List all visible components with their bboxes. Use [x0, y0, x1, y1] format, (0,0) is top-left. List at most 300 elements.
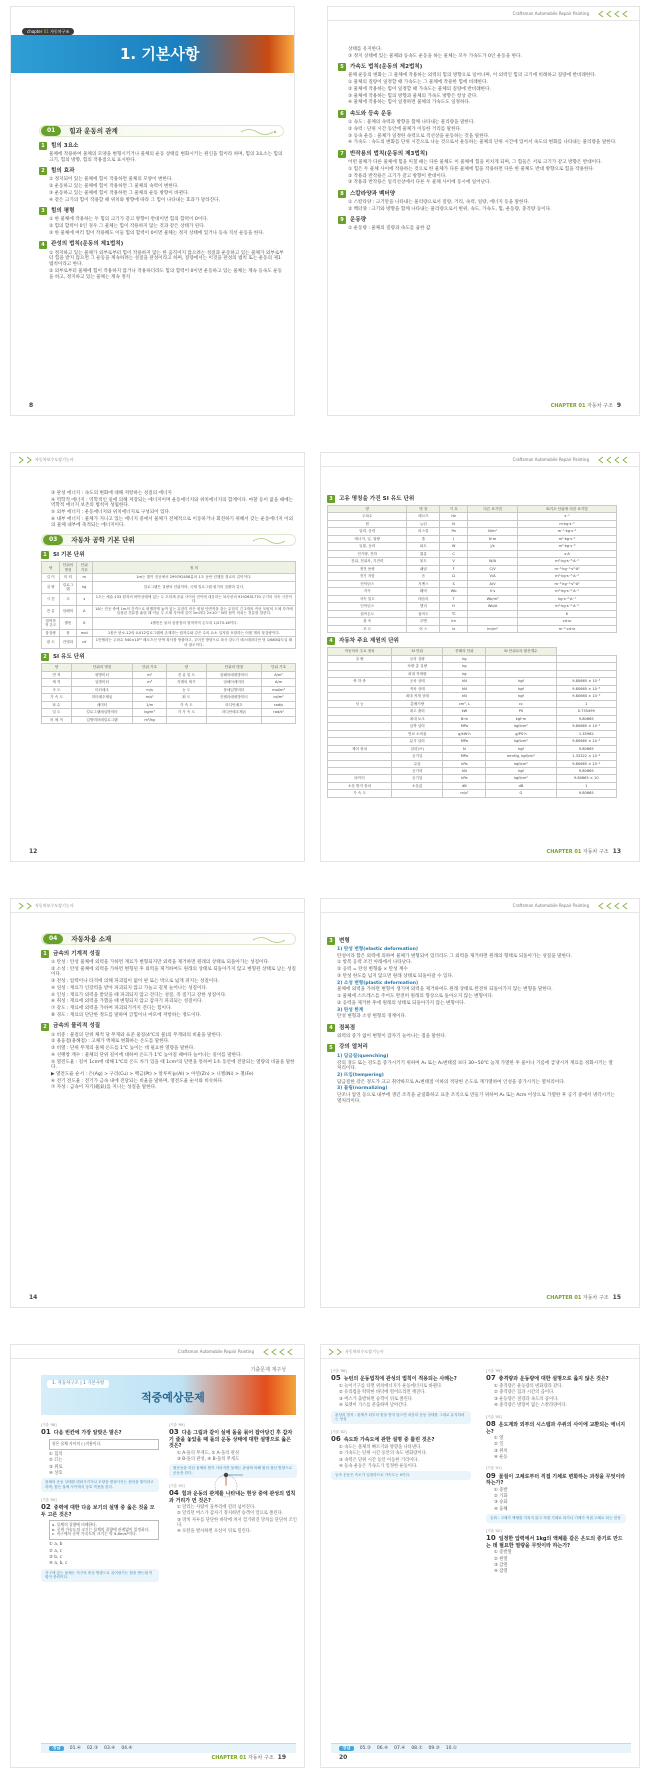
table-cell: 미터매초: [71, 686, 132, 693]
page-footer: CHAPTER 01 자동차 구조 15: [546, 1293, 621, 1301]
table-cell: 공차 질량: [392, 655, 443, 662]
page-9: Craftsman Automobile Repair Painting 상태를 유지한다. ③ 정지 상태에 있는 물체와 등속도 운동을 하는 물체는 모두 가속도가 0인 운동을 한다. 5 가속도 법칙(운동의 제2법칙) 물체 운동의 변화는 그 물체에 작용하는 외력의 힘의 방향으로 일어나며, 이 외력인 힘의 크기에 비례하고 질량에 반비례한다. ① 물체의 질량이 일정할 때 가속도는 그 물체에 작용한 힘에 비례한다. ② 물체에 작용하는 힘이 일정할 때 가속도는 물체의 질량에 반비례한다. ③ 물체에 작용하는 힘의 방향과 물체의 가속도 방향은 항상 같다. ④ 물체에 작용하는 힘이 일정하면 물체의 가속도도 일정하다. 6 속도와 등속 운동 ① 속도 : 물체의 속력과 방향을 함께 나타내는 물리량을 말한다. ② 속력 : 단위 시간 동안에 물체가 이동한 거리를 말한다. ③ 등속 운동 : 물체가 일정한 속력으로 직선상을 운동하는 것을 말한다. ④ 가속도 : 속도의 변화를 단위 시간으로 나눈 것으로서 운동하는 물체의 단위 시간에 있어서 속도의 변화를 나타내는 물리량을 말한다. 7 반작용의 법칙(운동의 제3법칙) 어떤 물체가 다른 물체에 힘을 미칠 때는 다른 물체도 이 물체에 힘을 미치게 되며, 그 힘들은 서로 크기가 같고 방향은 반대이다. ① 힘은 두 물체 사이에 작용하는 것으로 한 물체가 다른 물체에 힘을 작용하면 다른 한 물체도 반대 방향으로 힘을 작용한다. ② 작용과 반작용은 크기가 같고 방향이 반대이다. ③ 작용과 반작용은 일직선상에서 다른 두 물체 사이에 동시에 일어난다. 8 스칼라양과 벡터양 ① 스칼라양 : 크기만을 나타내는 물리량으로서 질량, 거리, 속력, 일량, 에너지 등을 말한다. ② 벡터양 : 크기와 방향을 함께 나타내는 물리량으로서 변위, 속도, 가속도, 힘, 운동량, 충격량 등이다. 9 운동량 ① 운동량 : 물체의 질량과 속도를 곱한 값 CHAPTER 01 자동차 구조 9: [327, 6, 640, 416]
table-cell: 각 가 속 도: [167, 709, 207, 716]
table-cell: m⁻¹·kg·s⁻²: [518, 528, 617, 535]
table-cell: kPa: [443, 775, 486, 782]
table-cell: 9.80665: [556, 745, 616, 752]
page-number: 8: [29, 401, 34, 409]
page-footer: CHAPTER 01 자동차 구조 19: [211, 1753, 286, 1761]
table-cell: [328, 685, 392, 692]
list-item: ③ 등속 운동 : 물체가 일정한 속력으로 직선상을 운동하는 것을 말한다.: [348, 133, 490, 139]
table-row: [328, 528, 617, 535]
answer-option[interactable]: ② 끄는: [49, 1458, 63, 1464]
table-row: [328, 610, 617, 617]
answer-option[interactable]: ① a, b: [49, 1542, 63, 1548]
table-cell: 섭씨온도: [328, 610, 407, 617]
table-row: [328, 678, 617, 685]
heading: 고유 명칭을 가진 SI 유도 단위: [339, 495, 415, 502]
table-cell: 체 적: [42, 679, 72, 686]
table-row: [328, 685, 617, 692]
list-item: ② 물체에 작용하는 힘이 일정할 때 가속도는 물체의 질량에 반비례한다.: [348, 86, 491, 92]
table-cell: 질 량: [328, 655, 392, 662]
table-row: [328, 767, 617, 774]
answer-option[interactable]: ① A-돌의 무게도, ② A-돌의 관성: [177, 1450, 240, 1456]
table-cell: 에너지, 일, 열량: [328, 535, 407, 542]
table-row: [328, 775, 617, 782]
column-header: 양: [328, 506, 407, 513]
answer-option[interactable]: ② 가속도는 단위 시간 동안의 속도 변화량이다.: [339, 1451, 428, 1457]
table-cell: kgf: [486, 767, 556, 774]
named-derived-units-table: [327, 505, 617, 633]
flourish-icon: [239, 127, 279, 136]
table-cell: 최대 토크: [392, 715, 443, 722]
answer-option[interactable]: ① 힘의: [49, 1451, 63, 1457]
running-header: 자동차보수도장기능사: [321, 1345, 639, 1359]
answer-option[interactable]: ④ 상호: [49, 1470, 63, 1476]
table-cell: 총배기량: [392, 700, 443, 707]
table-cell: cd·sr: [518, 618, 617, 625]
table-cell: 암페어: [60, 605, 76, 617]
table-cell: 칸델라: [60, 637, 76, 649]
table-cell: 전 류 밀 도: [167, 671, 207, 678]
page-number: 14: [29, 1293, 38, 1301]
question-item: [기출 '98] 05 뉴턴의 운동법칙에 관성의 법칙이 적용되는 사례는? ① 놀이기구를 타면 위치에너지가 운동에너지로 바뀐다. ② 유리컵을 딱딱한 바닥에 떨어뜨리면 깨진다. ③ 버스가 출발하면 승객이 뒤로 쏠린다. ④ 로켓이 가스를 분출하며 날아간다. 관성의 법칙 : 물체가 외부의 힘을 받지 않으면 처음의 운동 상태를 그대로 유지하려는 성질: [331, 1369, 471, 1424]
exercise-banner: [41, 1375, 296, 1415]
table-cell: kgf: [486, 693, 556, 700]
table-cell: A/m²: [262, 671, 296, 678]
table-cell: kg·s⁻²·A⁻¹: [518, 595, 617, 602]
arrows-icon: [597, 456, 631, 464]
answer-option[interactable]: ② a, c: [49, 1548, 62, 1554]
answer-option[interactable]: ④ 충격량은 방향이 없는 스칼라양이다.: [494, 1403, 567, 1409]
heading: 운동량: [350, 216, 367, 223]
answer-option[interactable]: ③ 버스가 출발하면 승객이 뒤로 쏠린다.: [339, 1396, 414, 1402]
column-header: 종래의 단위: [443, 648, 486, 655]
table-row: [42, 637, 296, 649]
table-cell: [468, 520, 518, 527]
table-cell: C/V: [468, 565, 518, 572]
table-cell: 밀 도: [42, 709, 72, 716]
list-item: ② 운동하고 있는 물체에 힘이 작용하면 그 물체의 속력이 변한다.: [49, 184, 179, 190]
table-cell: lx: [440, 625, 468, 632]
answer-key: 05.③: [359, 1745, 371, 1751]
table-row: [328, 745, 617, 752]
running-header: Craftsman Automobile Repair Painting: [11, 1345, 304, 1359]
answer-option[interactable]: ③ 감열: [494, 1562, 508, 1568]
table-cell: kgf/cm²: [486, 738, 556, 745]
table-row: [42, 593, 296, 605]
table-cell: mmHg, kgf/cm²: [486, 753, 556, 760]
table-cell: 라디안매초제곱: [206, 709, 261, 716]
breadcrumb: 1. 자동차구조 | 1 기본사항: [47, 1380, 109, 1388]
answer-option[interactable]: ③ B-돌의 관성, ④ B-돌의 무게도: [177, 1456, 240, 1462]
table-cell: [556, 655, 616, 662]
answer-key: 02.③: [86, 1745, 99, 1751]
table-row: [328, 588, 617, 595]
table-cell: 럭 스: [407, 625, 440, 632]
table-cell: 면 적: [42, 671, 72, 678]
table-cell: [328, 760, 392, 767]
flourish-icon: [251, 536, 291, 545]
chapter-badge: chapter 01 자동차구조: [22, 28, 74, 35]
table-cell: S: [440, 580, 468, 587]
answer-bar: 정답 01.④ 02.③ 03.④ 04.④: [41, 1743, 296, 1753]
table-cell: kgf: [486, 678, 556, 685]
table-cell: 1켈빈은 물의 삼중점의 열역학적 온도의 1/273.16이다.: [92, 617, 295, 629]
table-cell: m/s²: [443, 790, 486, 797]
question-item: [기출 '99] 07 충격량과 운동량에 대한 설명으로 옳지 않은 것은? ① 충격량은 운동량의 변화량과 같다. ② 충격량은 힘과 시간의 곱이다. ③ 운동량은 질량과 속도의 곱이다. ④ 충격량은 방향이 없는 스칼라양이다.: [486, 1369, 626, 1409]
table-row: [328, 580, 617, 587]
table-cell: 공기압: [392, 753, 443, 760]
answer-option[interactable]: ② 기화: [494, 1494, 508, 1500]
table-cell: [392, 790, 443, 797]
table-cell: 전 류: [42, 605, 60, 617]
explanation-note: 지구에 있는 물체는 지구의 중심 방향으로 끌어당기는 힘을 받는데 이 힘이 중력이다.: [41, 1569, 159, 1582]
table-cell: MPa: [443, 723, 486, 730]
answer-option[interactable]: ④ 로켓이 가스를 분출하며 날아간다.: [339, 1403, 408, 1409]
page-number: 20: [339, 1753, 348, 1761]
table-cell: 제어 장치: [328, 745, 392, 752]
answer-option[interactable]: ③ 운동량은 질량과 속도의 곱이다.: [494, 1396, 559, 1402]
table-cell: kN: [443, 767, 486, 774]
table-cell: m: [76, 574, 92, 581]
answer-option[interactable]: ① 속도는 물체의 빠르기와 방향을 나타낸다.: [339, 1445, 422, 1450]
table-row: [328, 595, 617, 602]
column-header: 단위 기호: [262, 664, 296, 671]
answer-option[interactable]: ④ 잠열: [494, 1569, 508, 1575]
table-cell: 속 도: [42, 686, 72, 693]
table-cell: 암페어매미터: [206, 679, 261, 686]
table-cell: 전위, 전위차, 기전력: [328, 558, 407, 565]
page-19: [10, 1344, 305, 1768]
table-cell: 공기력: [392, 767, 443, 774]
answer-option[interactable]: ④ a, b, c: [49, 1561, 68, 1567]
table-cell: PS: [486, 708, 556, 715]
flourish-icon: [251, 935, 291, 944]
answer-option[interactable]: ④ 등속 운동은 가속도가 일정한 운동이다.: [339, 1464, 418, 1470]
arrows-icon: [597, 10, 631, 18]
answer-key: 08.①: [411, 1745, 423, 1751]
list-item: ⑥ 전기 전도율 : 전기가 금속 내에 전달되는 비율을 말하며, 열전도율 순서와 비슷하다.: [51, 1078, 224, 1084]
table-cell: 일률, 동력: [328, 543, 407, 550]
table-cell: N·m: [443, 715, 486, 722]
table-row: [42, 617, 296, 629]
answer-option[interactable]: ② 일: [494, 1442, 504, 1448]
table-row: [42, 605, 296, 617]
heading: SI 기본 단위: [53, 551, 85, 558]
list-item: ⑧ 경도 : 재료의 단단한 정도를 말하며 긁힘이나 마모에 저항하는 정도이다.: [51, 1012, 202, 1018]
table-cell: 켈빈: [60, 617, 76, 629]
table-cell: 1m는 빛이 진공에서 299792458분의 1초 동안 진행한 경로의 길이이다.: [92, 574, 295, 581]
table-cell: J/s: [468, 543, 518, 550]
table-cell: W: [440, 543, 468, 550]
answer-key: 03.④: [104, 1745, 116, 1751]
table-cell: 분사 압력: [392, 738, 443, 745]
heading: 스칼라양과 벡터양: [350, 190, 396, 197]
table-cell: m²·kg·s⁻²: [518, 535, 617, 542]
list-item: ② 벡터양 : 크기와 방향을 함께 나타내는 물리량으로서 변위, 속도, 가속도, 힘, 운동량, 충격량 등이다.: [348, 206, 552, 212]
table-cell: g/kW·h: [443, 730, 486, 737]
table-cell: [328, 730, 392, 737]
table-row: [42, 574, 296, 581]
column-header: 정 의: [92, 562, 295, 574]
answer-option[interactable]: ③ 승화: [494, 1500, 508, 1506]
table-cell: 전기량, 전하: [328, 550, 407, 557]
table-cell: 공차 상태: [392, 678, 443, 685]
answer-option[interactable]: ② 충격량은 힘과 시간의 곱이다.: [494, 1390, 555, 1396]
list-item: ① 스칼라양 : 크기만을 나타내는 물리량으로서 질량, 거리, 속력, 일량, 에너지 등을 말한다.: [348, 200, 530, 206]
table-cell: [328, 708, 392, 715]
list-item: ③ 관성 에너지 : 속도의 변화에 대해 저항하는 성질의 에너지: [51, 491, 172, 496]
table-cell: m⁻²·kg⁻¹·s⁴·A²: [518, 565, 617, 572]
table-row: [328, 558, 617, 565]
answer-key: 06.④: [376, 1745, 389, 1751]
explanation-note: 관성의 법칙 : 물체가 외부의 힘을 받지 않으면 처음의 운동 상태를 그대로 유지하려는 성질: [331, 1411, 471, 1424]
table-cell: 웨버: [407, 588, 440, 595]
table-cell: [206, 716, 261, 723]
stone-diagram: [201, 1471, 251, 1501]
table-cell: 킬로그램: [60, 581, 76, 593]
table-row: [42, 694, 296, 701]
table-cell: 공기압: [392, 775, 443, 782]
table-cell: [328, 715, 392, 722]
table-cell: 줄: [407, 535, 440, 542]
table-cell: 휘 도: [167, 694, 207, 701]
table-cell: g/PS·h: [486, 730, 556, 737]
table-cell: 9.80665: [556, 767, 616, 774]
table-cell: 9.80665 × 10⁻²: [556, 723, 616, 730]
heading: 자동차 주요 제원의 단위: [339, 637, 399, 644]
page-15: Craftsman Automobile Repair Painting 3 변형 1) 탄성 변형(elastic deformation) 탄성이라 함은 외력에 의하여 물체가 변형되어 있더라도 그 외력을 제거하면 원래의 형태로 되돌아가는 성질을 말한다. ① 항복 응력 조건 아래에서 나타난다. ② 응력 = 탄성 변형률 × 탄성 계수 ③ 탄성 한도를 넘지 않으면 원래 상태로 되돌아갈 수 있다. 2) 소성 변형(plastic deformation) 물체에 외력을 가하면 변형이 생기며 외력을 제거하여도 원래 상태로 완전히 되돌아가지 않는 변형을 말한다. ① 물체에 스트레스를 주어도 완전히 원래의 형상으로 돌아오지 않는 변형이다. ② 응력을 제거한 후에 원래의 상태로 되돌아가지 않는 변형이다. 3) 탄성 한계 탄성 변형과 소성 변형의 경계이다. 4 점복점 외력의 증가 없이 변형이 갑자기 늘어나는 점을 말한다. 5 강의 열처리 1) 담금질(quenching) 강의 경도 또는 강도를 증가시키기 위하여 A₃ 또는 A₁변태점 보다 30~50℃ 높게 가열한 후 물이나 기름에 급냉시켜 재료를 경화시키는 열처리이다. 2) 뜨임(tempering) 담금질한 강은 경도가 크고 취약하므로 A₁변태점 이하의 적당한 온도로 재가열하여 인성을 증가시키는 열처리이다. 3) 불림(normalizing) 단조나 압연 등으로 내부에 생긴 조직을 균일화하고 표준 조직으로 만들기 위하여 A₃ 또는 Acm 이상으로 가열한 후 공기 중에서 냉각시키는 열처리이다. CHAPTER 01 자동차 구조 15: [320, 898, 640, 1308]
table-cell: C: [440, 550, 468, 557]
page-20: [320, 1344, 640, 1768]
table-cell: lm: [440, 618, 468, 625]
list-item: ① 비중 : 물질의 단위 체적 당 무게와 표준 물질(4℃의 물)의 무게와의 비율을 말한다.: [51, 1032, 222, 1038]
table-cell: 조 도: [328, 625, 407, 632]
answer-option[interactable]: ② 유리컵을 딱딱한 바닥에 떨어뜨리면 깨진다.: [339, 1390, 426, 1396]
table-cell: 9.80665 × 10⁻³: [556, 685, 616, 692]
running-header: Craftsman Automobile Repair Painting: [321, 453, 639, 467]
table-row: [42, 701, 296, 708]
answer-option[interactable]: ③ 망치 자루를 단단한 바닥에 쳐서 헐거워진 망치를 단단히 조인다.: [177, 1517, 297, 1529]
table-cell: 비 체 적: [42, 716, 72, 723]
answer-key: 09.③: [428, 1745, 440, 1751]
answer-option[interactable]: ③ 위로: [49, 1464, 63, 1470]
table-cell: A: [76, 605, 92, 617]
table-row: [42, 671, 296, 678]
section-header: 01 힘과 운동의 관계: [39, 125, 284, 137]
list-item: ⑦ 강도 : 재료에 외력을 가하여 파괴되기까지 견디는 힘이다.: [51, 1006, 172, 1012]
table-cell: 컨덕턴스: [328, 580, 407, 587]
table-row: [328, 693, 617, 700]
heading: 금속의 기계적 성질: [53, 950, 101, 957]
answer-option[interactable]: ③ 속력은 단위 시간 동안 이동한 거리이다.: [339, 1457, 419, 1463]
page-12: 자동차보수도장기능사 ③ 관성 에너지 : 속도의 변화에 대해 저항하는 성질의 에너지 ④ 역학적 에너지 : 역학적인 일에 의해 저장되는 에너지이며 운동에너지와 위치에너지의 합계이다. 마찰 등이 없을 때에는 역학적 에너지 보존의 법칙이 성립한다. ⑤ 외부 에너지 : 운동에너지와 위치에너지로 구성되어 있다. ⑥ 내부 에너지 : 물체가 지니고 있는 에너지 중에서 물체가 전체적으로 이동하거나 회전하기 위해서 갖는 운동에너지 이외의 물체 내부에 축적되는 에너지이다. 03 자동차 공학 기본 단위 1 SI 기본 단위 양 단위의 명칭 단위 기호 정 의 길 이 미 터 m 1m는 빛이 진공에서 299792458분의 1초 동안 진행한 경로의 길이이다. 질 량 킬로그램 kg 킬로그램은 질량의 단위이며, 국제 킬로그램 원기의 질량과 같다. 시 간 초 s 1초는 세슘-133 원자의 바닥상태에 있는 두 초미세 준위 사이의 전이에 대응하는 복사선의 9192631770 주기의 지속 시간이다. 전 류 암페어 A 1A는 진공 중에 1m의 간격으로 평행하게 놓여 있는 무한히 작은 원형 단면적을 갖는 무한히 긴 2개의 직선 모양의 도체 각각에 일정한 전류를 흘릴 때 이들 두 도체 사이에 길이 1m마다 2×10⁻⁷ N의 힘이 미치는 전류를 말한다. 열역학적 온도 켈빈 K 1켈빈은 물의 삼중점의 열역학적 온도의 1/273.16이다. 물질량 몰 mol 1몰은 탄소-12의 0.012킬로그램에 존재하는 원자수와 같은 수의 요소 입자를 포함하는 어떤 계의 물질량이다. 광 도 칸델라 cd 1칸델라는 주파수 540×10¹² 헤르츠인 단색 복사를 방출하고, 주어진 방향으로 복사 강도가 매스테라디안 당 1/683와트일 때의 광도이다. 2 SI 유도 단위 양 단위의 명칭 단위 기호 양 단위의 명칭 단위 기호 면 적 평방미터 m² 전 류 밀 도 암페어매평방미터 A/m² 체 적 입방미터 m³ 자계의 세기 암페어매미터 A/m 속 도 미터매초 m/s 농 도 몰매입방미터 mol/m³ 가 속 도 미터매초제곱 m/s² 휘 도 칸델라매평방미터 cd/m² 파 수 매미터 1/m 각 속 도 라디안매초 rad/s 밀 도 킬로그램매입방미터 kg/m³ 각 가 속 도 라디안매초제곱 rad/s² 비 체 적 입방미터매킬로그램 m³/kg 12: [10, 452, 305, 862]
list-item: ② 외부로부터 물체에 힘이 작용하지 않거나 작용하더라도 힘의 합력이 0이면 운동하고 있는 물체는 계속 등속도 운동을 하고, 정지하고 있는 물체는 계속 정지: [49, 268, 283, 280]
answer-option[interactable]: ④ 융해: [494, 1506, 508, 1512]
table-cell: 0.735499: [556, 708, 616, 715]
table-cell: kgf/cm²: [486, 775, 556, 782]
list-item: ⑤ 인성 : 재료가 외력을 받았을 때 파괴되지 않고 견디는 성질, 즉 질기고 강한 성질이다.: [51, 992, 227, 998]
column-header: SI기초 단위에 의한 표기법: [518, 506, 617, 513]
answer-option[interactable]: ③ b, c: [49, 1554, 63, 1560]
list-item: ① 탄성 : 탄성 물체에 외력을 가하면 재료가 변형되지만 외력을 제거하면 원래의 상태로 되돌아가는 성질이다.: [51, 960, 270, 965]
list-item: ③ 한 물체에 여러 힘이 작용해도 이들 힘의 합력이 0이면 물체는 정지 상태에 있거나 등속 직선 운동을 한다.: [49, 230, 265, 236]
table-cell: m²·kg·s⁻³·A⁻²: [518, 573, 617, 580]
table-cell: m³: [133, 679, 167, 686]
table-cell: V/A: [468, 573, 518, 580]
table-cell: V·s: [468, 588, 518, 595]
table-cell: 1몰은 탄소-12의 0.012킬로그램에 존재하는 원자수와 같은 수의 요소 입자를 포함하는 어떤 계의 물질량이다.: [92, 629, 295, 636]
answer-option[interactable]: ③ 위치: [494, 1448, 508, 1454]
table-cell: [328, 753, 392, 760]
answer-option[interactable]: ④ 포탄을 발사하면 포신이 뒤로 밀린다.: [177, 1529, 252, 1535]
table-cell: 길 이: [42, 574, 60, 581]
table-cell: 암페어매평방미터: [206, 671, 261, 678]
table-cell: [468, 610, 518, 617]
table-cell: 1/m: [133, 701, 167, 708]
table-cell: 패럿: [407, 565, 440, 572]
page-footer: CHAPTER 01 자동차 구조 13: [546, 847, 621, 855]
table-cell: 인덕턴스: [328, 603, 407, 610]
list-item: ⑥ 내부 에너지 : 물체가 지니고 있는 에너지 중에서 물체가 전체적으로 이동하거나 회전하기 위해서 갖는 운동에너지 이외의 물체 내부에 축적되는 에너지이다.: [51, 516, 294, 528]
table-cell: [328, 738, 392, 745]
list-item: ▶ 열전도율 순서 : 은(Ag) > 구리(Cu) > 백금(Pt) > 알루미늄(Al) > 아연(Zn) > 니켈(Ni) > 철(Fe): [51, 1072, 254, 1078]
table-cell: kg/m³: [133, 709, 167, 716]
table-row: [328, 760, 617, 767]
explanation-note: 승화 : 고체가 액체를 거치지 않고 직접 기체로 되거나 기체가 직접 고체로 되는 현상: [486, 1514, 626, 1523]
answer-key: 01.④: [69, 1745, 81, 1751]
table-row: [328, 753, 617, 760]
page-8: chapter 01 자동차구조 1. 기본사항 01 힘과 운동의 관계 1 힘의 3요소 물체에 작용하여 물체의 모양을 변형시키거나 물체의 운동 상태를 변화시키는 원인을 힘이라 하며, 힘의 3요소는 힘의 크기, 힘의 방향, 힘의 작용점으로 표시한다. 2 힘의 효과 ① 정지되어 있는 물체에 힘이 작용하면 물체의 모양이 변한다. ② 운동하고 있는 물체에 힘이 작용하면 그 물체의 속력이 변한다. ③ 운동하고 있는 물체에 힘이 작용하면 그 물체의 운동 방향이 바뀐다. ④ 같은 크기의 힘이 작용할 때 위치와 방향에 따라 그 힘이 나타내는 효과가 달라진다. 3 힘의 평형 ① 한 물체에 작용하는 두 힘의 크기가 같고 방향이 반대이면 힘의 합력이 0이다. ② 힘의 합력이 0인 경우 그 물체는 힘이 작용하지 않는 것과 같은 상태가 된다. ③ 한 물체에 여러 힘이 작용해도 이들 힘의 합력이 0이면 물체는 정지 상태에 있거나 등속 직선 운동을 한다. 4 관성의 법칙(운동의 제1법칙) ① 정지하고 있는 물체가 외부로부터 힘이 작용하지 않는 한 움직이지 않으려는 성질과 운동하고 있는 물체가 외부로부터 힘을 받지 않으면 그 운동을 계속하려는 성질을 관성이라고 하며, 질량에서는 이것을 관성의 법칙 또는 운동의 제1법칙이라고 한다. ② 외부로부터 물체에 힘이 작용하지 않거나 작용하더라도 힘의 합력이 0이면 운동하고 있는 물체는 계속 등속도 운동을 하고, 정지하고 있는 물체는 계속 정지 8: [10, 6, 295, 416]
answer-option[interactable]: ① 놀이기구를 타면 위치에너지가 운동에너지로 바뀐다.: [339, 1384, 443, 1390]
explanation-note: 물체의 운동 상태를 변화시키거나 모양을 변형시키는 원인을 힘이라고 하며, 힘은 물체 사이에서 상호 작용을 한다.: [41, 1478, 159, 1491]
table-cell: Wb/A: [468, 603, 518, 610]
answer-option[interactable]: ① 충격량은 운동량의 변화량과 같다.: [494, 1384, 563, 1390]
list-item: ③ 물체에 작용하는 힘의 방향과 물체의 가속도 방향은 항상 같다.: [348, 93, 478, 99]
table-cell: [328, 723, 392, 730]
question-item: [기출 '99] 03 다음 그림과 같이 실에 돌을 묶어 잡아당긴 후 갑자기 줄을 놓았을 때 돌의 운동 상태에 대한 설명으로 옳은 것은? ① A-돌의 무게도, ② A-돌의 관성 ③ B-돌의 관성, ④ B-돌의 무게도 원운동을 하던 물체의 힘이 사라지면 물체는 관성에 의해 원의 접선 방향으로 운동을 한다.: [169, 1423, 297, 1478]
table-row: [42, 716, 296, 723]
table-cell: s⁻¹: [518, 513, 617, 520]
table-cell: Hz: [440, 513, 468, 520]
side-label: 기출문제 재구성: [250, 1367, 286, 1373]
answer-option[interactable]: ② 달리던 버스가 갑자기 정지하면 승객이 앞으로 쏠린다.: [177, 1511, 284, 1517]
table-cell: 매미터: [71, 701, 132, 708]
table-cell: Ω: [440, 573, 468, 580]
table-cell: m³/kg: [133, 716, 167, 723]
list-item: ② 소성 : 탄성 물체에 외력을 가하면 변형된 후 외력을 제거하여도 원래의 상태로 되돌아가지 않고 변형된 상태로 남는 성질이다.: [51, 966, 296, 978]
table-cell: Wb/m²: [468, 595, 518, 602]
heading: 금속의 물리적 성질: [53, 1023, 101, 1030]
running-header: Craftsman Automobile Repair Painting: [321, 899, 639, 913]
answer-option[interactable]: ① 증발: [494, 1487, 508, 1493]
page-14: 자동차보수도장기능사 04 자동차용 소재 1 금속의 기계적 성질 ① 탄성 : 탄성 물체에 외력을 가하면 재료가 변형되지만 외력을 제거하면 원래의 상태로 되돌아가는 성질이다. ② 소성 : 탄성 물체에 외력을 가하면 변형된 후 외력을 제거하여도 원래의 상태로 되돌아가지 않고 변형된 상태로 남는 성질이다. ③ 전성 : 압력이나 타격에 의해 파괴됨이 없이 판 또는 박으로 넓게 퍼지는 성질이다. ④ 연성 : 재료가 인장력을 받아 파괴되지 않고 가늘고 길게 늘어나는 성질이다. ⑤ 인성 : 재료가 외력을 받았을 때 파괴되지 않고 견디는 성질, 즉 질기고 강한 성질이다. ⑥ 취성 : 재료에 외력을 가했을 때 변형되지 않고 갑자기 파괴되는 성질이다. ⑦ 강도 : 재료에 외력을 가하여 파괴되기까지 견디는 힘이다. ⑧ 경도 : 재료의 단단한 정도를 말하며 긁힘이나 마모에 저항하는 정도이다. 2 금속의 물리적 성질 ① 비중 : 물질의 단위 체적 당 무게와 표준 물질(4℃의 물)의 무게와의 비율을 말한다. ② 용융점(용해점) : 고체가 액체로 변화하는 온도를 말한다. ③ 비열 : 단위 무게의 물체 온도를 1℃ 높이는 데 필요한 열량을 말한다. ④ 선팽창 계수 : 물체의 단위 길이에 대하여 온도가 1℃ 높아질 때마다 늘어나는 길이를 말한다. ⑤ 열전도율 : 길이 1cm에 대해 1℃의 온도 차가 있을 때 1cm²의 단면을 통하여 1초 동안에 전달되는 열량의 비율을 말한다. ▶ 열전도율 순서 : 은(Ag) > 구리(Cu) > 백금(Pt) > 알루미늄(Al) > 아연(Zn) > 니켈(Ni) > 철(Fe) ⑥ 전기 전도율 : 전기가 금속 내에 전달되는 비율을 말하며, 열전도율 순서와 비슷하다. ⑦ 자성 : 금속이 자기(磁氣)를 지니는 성질을 말한다. 14: [10, 898, 305, 1308]
heading: 힘의 평형: [51, 207, 75, 214]
table-cell: m·kg·s⁻²: [518, 520, 617, 527]
list-item: ④ 같은 크기의 힘이 작용할 때 위치와 방향에 따라 그 힘이 나타내는 효과가 달라진다.: [49, 197, 221, 203]
table-cell: 초: [60, 593, 76, 605]
table-cell: 평방미터: [71, 671, 132, 678]
answer-option[interactable]: ② 현열: [494, 1556, 508, 1562]
table-cell: 물질량: [42, 629, 60, 636]
table-cell: 9.80665 × 10⁻²: [556, 760, 616, 767]
table-row: [328, 618, 617, 625]
question-item: [기출 '00] 08 운도계와 외부의 시스템과 주위의 사이에 교환되는 에너지는? ① 열 ② 일 ③ 위치 ④ 운동: [486, 1414, 626, 1460]
heading: 점복점: [339, 1024, 356, 1031]
table-cell: 최대 적재 상태: [392, 693, 443, 700]
table-cell: 1초는 세슘-133 원자의 바닥상태에 있는 두 초미세 준위 사이의 전이에 대응하는 복사선의 9192631770 주기의 지속 시간이다.: [92, 593, 295, 605]
table-cell: m⁻²·cd·sr: [518, 625, 617, 632]
table-cell: s·A: [518, 550, 617, 557]
running-header: 자동차보수도장기능사: [11, 453, 304, 467]
table-cell: 전기 저항: [328, 573, 407, 580]
table-cell: F: [440, 565, 468, 572]
table-cell: H: [440, 603, 468, 610]
table-cell: 질 량: [42, 581, 60, 593]
answer-option[interactable]: ④ 운동: [494, 1454, 508, 1460]
arrows-icon: [262, 1348, 296, 1356]
table-cell: 9.80665 × 10⁻³: [556, 678, 616, 685]
answer-bar: 정답 05.③ 06.④ 07.④ 08.① 09.③ 10.①: [331, 1743, 631, 1753]
list-item: ③ 비열 : 단위 무게의 물체 온도를 1℃ 높이는 데 필요한 열량을 말한다.: [51, 1046, 195, 1052]
table-cell: 축 하 중: [328, 678, 392, 685]
list-item: ③ 전성 : 압력이나 타격에 의해 파괴됨이 없이 판 또는 박으로 넓게 퍼지는 성질이다.: [51, 979, 220, 985]
table-cell: kgf: [486, 745, 556, 752]
table-cell: kgf/cm²: [486, 723, 556, 730]
list-item: ④ 가속도 : 속도의 변화를 단위 시간으로 나눈 것으로서 운동하는 물체의 단위 시간에 있어서 속도의 변화를 나타내는 물리량을 말한다.: [348, 140, 617, 146]
table-row: [328, 663, 617, 670]
answer-option[interactable]: ① 달리는 사람이 돌부리에 걸려 넘어진다.: [177, 1505, 256, 1511]
si-base-units-table: [41, 561, 296, 649]
list-item: ① 정지되어 있는 물체에 힘이 작용하면 물체의 모양이 변한다.: [49, 177, 173, 183]
table-cell: 압축 압력: [392, 723, 443, 730]
column-header: SI 단위로의 환산계수: [486, 648, 556, 655]
table-cell: [262, 716, 296, 723]
table-cell: rad/s: [262, 701, 296, 708]
question-item: [기출 '02] 04 힘과 운동의 관계를 나타내는 현상 중에 관성의 법칙과 거리가 먼 것은? ① 달리는 사람이 돌부리에 걸려 넘어진다. ② 달리던 버스가 갑자기 정지하면 승객이 앞으로 쏠린다. ③ 망치 자루를 단단한 바닥에 쳐서 헐거워진 망치를 단단히 조인다. ④ 포탄을 발사하면 포신이 뒤로 밀린다.: [169, 1483, 297, 1535]
table-cell: m²·kg·s⁻³: [518, 543, 617, 550]
answer-option[interactable]: ① 증발열: [494, 1550, 512, 1556]
table-cell: kgf/cm²: [486, 760, 556, 767]
table-cell: 미터매초제곱: [71, 694, 132, 701]
table-cell: kgf·m: [486, 715, 556, 722]
vehicle-spec-units-table: [327, 647, 617, 798]
table-cell: 파스칼: [407, 528, 440, 535]
list-item: ③ 작용과 반작용은 일직선상에서 다른 두 물체 사이에 동시에 일어난다.: [348, 180, 491, 186]
table-cell: 9.80665: [556, 715, 616, 722]
page-title: 1. 기본사항: [120, 45, 200, 63]
answer-option[interactable]: ① 열: [494, 1435, 504, 1441]
table-row: [42, 629, 296, 636]
table-row: [328, 670, 617, 677]
table-cell: MPa: [443, 738, 486, 745]
list-item: ① 한 물체에 작용하는 두 힘의 크기가 같고 방향이 반대이면 힘의 합력이 0이다.: [49, 217, 209, 223]
table-cell: 와트: [407, 543, 440, 550]
table-row: [42, 581, 296, 593]
list-item: ⑥ 취성 : 재료에 외력을 가했을 때 변형되지 않고 갑자기 파괴되는 성질이다.: [51, 999, 203, 1005]
table-cell: G: [486, 790, 556, 797]
table-cell: 몰매입방미터: [206, 686, 261, 693]
table-cell: s: [76, 593, 92, 605]
table-cell: 9.80665 × 10⁻³: [556, 693, 616, 700]
list-item: ② 응력을 제거한 후에 원래의 상태로 되돌아가지 않는 변형이다.: [337, 1000, 466, 1006]
table-cell: 열역학적 온도: [42, 617, 60, 629]
table-row: [328, 535, 617, 542]
table-cell: kPa: [443, 760, 486, 767]
explanation-note: 원운동을 하던 물체의 힘이 사라지면 물체는 관성에 의해 원의 접선 방향으로 운동을 한다.: [169, 1464, 297, 1477]
table-row: [328, 513, 617, 520]
